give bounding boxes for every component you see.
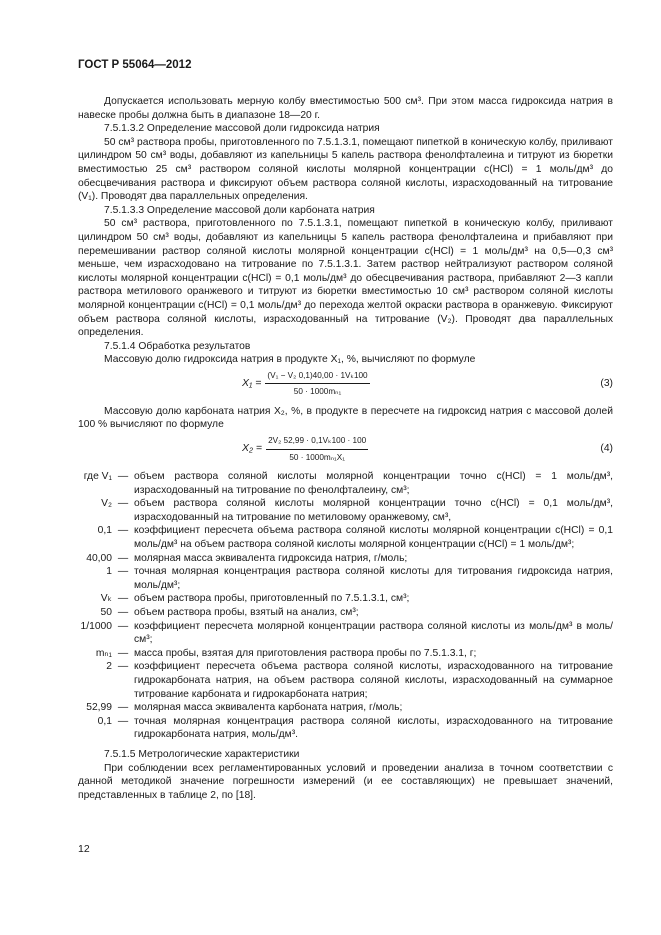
definition-symbol: где V₁	[83, 471, 112, 483]
dash: —	[117, 498, 129, 510]
paragraph: 50 см³ раствора, приготовленного по 7.5.1.3.1, помещают пипеткой в коническую колбу, приливают цилиндром 50 см³ воды, добавляют из капельницы 5 капель раствора фенолфталеина и прибавляют при перемешивании раствор соляной кислоты молярной концентрации c(HCl) = 1 моль/дм³ на 0,5—0,3 см³ меньше, чем израсходовано на титрование по 7.5.1.3.1. Затем раствор нейтрализуют раствором соляной кислоты молярной концентрации c(HCl) = 0,1 моль/дм³ до обесцвечивания раствора, прибавляют 2—3 капли раствора метилового оранжевого и титруют из бюретки вместимостью 10 см³ раствором соляной кислоты молярной концентрации c(HCl) = 0,1 моль/дм³ до перехода желтой окраски раствора в оранжевую. Фиксируют объем раствора соляной кислоты, израсходованный на титрование (V₂). Проводят два параллельных определения.	[78, 218, 613, 339]
definition-symbol: 50	[100, 607, 112, 618]
definition-item	[78, 470, 613, 497]
definition-item	[78, 592, 613, 606]
page-header: ГОСТ Р 55064—2012	[78, 59, 192, 71]
paragraph: 50 см³ раствора пробы, приготовленного по 7.5.1.3.1, помещают пипеткой в коническую колбу, приливают цилиндром 50 см³ воды, добавляют из капельницы 5 капель раствора фенолфталеина и титруют из бюретки вместимостью 25 см³ раствором соляной кислоты молярной концентрации c(HCl) = 1 моль/дм³ до обесцвечивания раствора и фиксируют объем раствора соляной кислоты, израсходованный на титрование (V₁). Проводят два параллельных определения.	[78, 136, 613, 203]
paragraph: При соблюдении всех регламентированных условий и проведении анализа в точном соответствии с данной методикой значение погрешности измерений (и ее составляющих) не превышает значений, представленных в таблице 2, по [18].	[78, 762, 613, 801]
paragraph: Допускается использовать мерную колбу вместимостью 500 см³. При этом масса гидроксида натрия в навеске пробы должна быть в диапазоне 18—20 г.	[78, 96, 613, 121]
document-body	[78, 95, 613, 802]
definition-symbol: 40,00	[86, 552, 112, 564]
dash: —	[117, 647, 129, 659]
definition-item	[78, 497, 613, 524]
definition-text: молярная масса эквивалента карбоната натрия, г/моль;	[134, 702, 403, 714]
section-heading: 7.5.1.4 Обработка результатов	[104, 340, 251, 352]
dash: —	[117, 702, 129, 714]
definition-symbol: Vₖ	[100, 593, 112, 605]
definition-item	[78, 606, 613, 620]
formula-fraction	[265, 369, 369, 399]
definition-symbol: 2	[106, 661, 112, 673]
definition-item	[78, 565, 613, 592]
definition-item	[78, 660, 613, 701]
definition-text: молярная масса эквивалента гидроксида натрия, г/моль;	[134, 552, 408, 564]
section-heading: 7.5.1.3.2 Определение массовой доли гидроксида натрия	[104, 123, 380, 135]
definition-item	[78, 524, 613, 551]
section-heading: 7.5.1.5 Метрологические характеристики	[104, 748, 300, 760]
dash: —	[117, 552, 129, 564]
definition-text: масса пробы, взятая для приготовления раствора пробы по 7.5.1.3.1, г;	[134, 647, 477, 659]
formula-3	[78, 367, 613, 399]
definition-text: точная молярная концентрация раствора соляной кислоты для титрования гидроксида натрия, моль/дм³;	[134, 566, 613, 591]
formula-4	[78, 432, 613, 464]
paragraph: Массовую долю гидроксида натрия в продукте X₁, %, вычисляют по формуле	[104, 354, 476, 366]
definition-symbol: 0,1	[97, 525, 112, 537]
formula-number: (3)	[600, 377, 613, 389]
formula-lhs: X₂ =	[242, 442, 263, 455]
definition-item	[78, 552, 613, 566]
formula-fraction	[266, 434, 368, 464]
definition-text: объем раствора соляной кислоты молярной концентрации точно c(HCl) = 0,1 моль/дм³, израсходованный на титрование по метиловому оранжевому, см³,	[134, 498, 613, 523]
paragraph: Массовую долю карбоната натрия X₂, %, в продукте в пересчете на гидроксид натрия с массовой долей 100 % вычисляют по формуле	[78, 405, 613, 431]
dash: —	[117, 715, 129, 727]
definition-text: объем раствора соляной кислоты молярной концентрации точно c(HCl) = 1 моль/дм³, израсходованный на титрование по фенолфталеину, см³;	[134, 471, 613, 496]
section-heading: 7.5.1.3.3 Определение массовой доли карбоната натрия	[104, 204, 375, 216]
definition-text: коэффициент пересчета молярной концентрации раствора соляной кислоты из моль/дм³ в моль/см³;	[134, 620, 613, 646]
formula-numerator: 2V₂ 52,99 · 0,1Vₖ100 · 100	[266, 434, 368, 450]
definition-item	[78, 647, 613, 661]
definition-text: коэффициент пересчета объема раствора соляной кислоты, израсходованного на титрование гидрокарбоната натрия, на объем раствора соляной кислоты, израсходованный на суммарное титрование карбоната и гидрокарбоната натрия;	[134, 661, 613, 700]
definition-symbol: V₂	[101, 498, 112, 510]
definition-text: объем раствора пробы, взятый на анализ, см³;	[134, 607, 359, 618]
dash: —	[117, 593, 129, 605]
definition-item	[78, 701, 613, 715]
formula-lhs: X₁ =	[242, 377, 262, 390]
dash: —	[117, 525, 129, 537]
definition-symbol: 52,99	[86, 702, 112, 714]
definition-text: коэффициент пересчета объема раствора соляной кислоты молярной концентрации c(HCl) = 0,1 моль/дм³ на объем раствора соляной кислоты молярной концентрации c(HCl) = 1 моль/дм³;	[134, 525, 613, 551]
definition-symbol: mₙ₁	[95, 647, 112, 659]
dash: —	[117, 620, 129, 632]
definitions-list	[78, 470, 613, 742]
page-number: 12	[78, 843, 90, 855]
definition-symbol: 1/1000	[80, 620, 112, 632]
definition-item	[78, 620, 613, 647]
dash: —	[117, 661, 129, 673]
formula-numerator: (V₁ − V₂ 0,1)40,00 · 1Vₖ100	[265, 369, 369, 385]
dash: —	[117, 471, 129, 483]
definition-text: объем раствора пробы, приготовленный по 7.5.1.3.1, см³;	[134, 593, 410, 605]
dash: —	[117, 566, 129, 578]
definition-item	[78, 715, 613, 742]
dash: —	[117, 607, 129, 618]
definition-symbol: 1	[106, 566, 112, 578]
formula-denominator: 50 · 1000mₙ₁X₁	[289, 452, 345, 462]
definition-symbol: 0,1	[97, 715, 112, 727]
formula-number: (4)	[600, 443, 613, 455]
definition-text: точная молярная концентрация раствора соляной кислоты, израсходованного на титрование гидрокарбоната натрия, моль/дм³.	[134, 715, 613, 741]
formula-denominator: 50 · 1000mₙ₁	[293, 387, 342, 397]
